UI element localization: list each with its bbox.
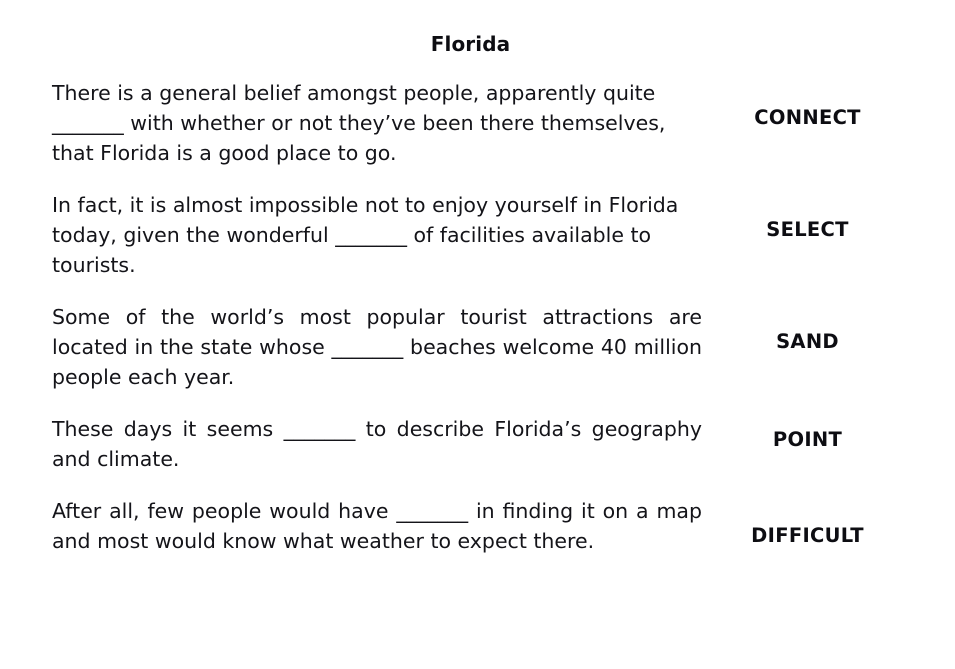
sentence-text-3: Some of the world’s most popular tourist attractions are located in the state whose _______ beaches welcome 40 million people each year. (52, 305, 702, 389)
list-item (52, 414, 899, 474)
sentence-text-5: After all, few people would have _______ in finding it on a map and most would know what weather to expect there. (52, 499, 702, 553)
exercise-list (52, 78, 899, 556)
page-title: Florida (430, 32, 511, 56)
list-item (52, 302, 899, 392)
list-item (52, 190, 899, 280)
list-item (52, 496, 899, 556)
answer-word-4: POINT (772, 428, 843, 451)
sentence-text-1: There is a general belief amongst people, apparently quite _______ with whether or not they’ve been there themselves, that Florida is a good place to go. (52, 81, 666, 165)
answer-word-3: SAND (776, 330, 839, 353)
answer-word-5: DIFFICULT (751, 524, 864, 547)
list-item (52, 78, 899, 168)
answer-word-1: CONNECT (754, 106, 861, 129)
answer-word-2: SELECT (766, 218, 849, 241)
sentence-text-4: These days it seems _______ to describe Florida’s geography and climate. (52, 417, 702, 471)
sentence-text-2: In fact, it is almost impossible not to enjoy yourself in Florida today, given the wonderful _______ of facilities available to tourists. (52, 193, 679, 277)
